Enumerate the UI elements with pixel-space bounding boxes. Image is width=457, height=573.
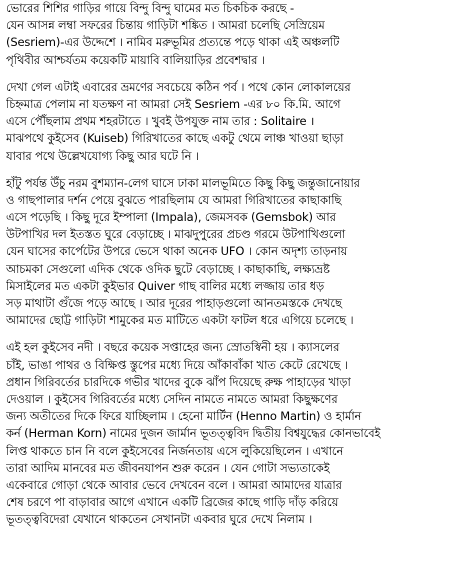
document-page — [6, 0, 455, 573]
text-line: এই হল কুইসেব নদী । বছরে কয়েক সপ্তাহের জন্য স্রোতস্বিনী হয় । ক্যাসলের — [6, 340, 340, 355]
text-line: আমাদের ছোট্ট গাড়িটা শামুকের মত মাটিতে একটা ফাটল ধরে এগিয়ে চলেছে । — [6, 313, 354, 328]
text-line: হাঁটু পর্যন্ত উঁচু নরম বুশম্যান-লেগ ঘাসে ঢাকা মালভূমিতে কিছু কিছু জন্তুজানোয়ার — [6, 175, 360, 190]
text-line: উটপাখির দল ইতস্তত ঘুরে বেড়াচ্ছে । মাঝদুপুরের প্রচণ্ড গরমে উটপাখিগুলো — [6, 227, 346, 242]
text-line: সড় মাথাটা গুঁজে পড়ে আছে । আর দূরের পাহাড়গুলো আনতমস্তকে দেখছে — [6, 296, 342, 310]
paragraph — [6, 175, 455, 330]
document-body — [6, 0, 455, 528]
text-line: লিপ্ত থাকতে চান নি বলে কুইসেবের নির্জনতায় এসে লুকিয়েছিলেন । এখানে — [6, 443, 344, 458]
text-line: ভূতত্ত্ববিদেরা যেখানে থাকতেন সেখানটা একবার ঘুরে দেখে নিলাম । — [6, 512, 313, 527]
text-line: মাঝপথে কুইসেব (Kuiseb) গিরিখাতের কাছে একটু থেমে লাঞ্চ খাওয়া ছাড়া — [6, 131, 344, 146]
text-line: জন্য অতীতের দিকে ফিরে যাচ্ছিলাম । হেনো মার্টিন (Henno Martin) ও হার্মান — [6, 409, 362, 424]
text-line: ও গাছপালার দর্শন পেয়ে বুঝতে পারছিলাম যে আমরা গিরিখাতের কাছাকাছি — [6, 192, 342, 207]
text-line: দেওয়াল । কুইসেব গিরিবর্তের মধ্যে সেদিন নামতে নামতে আমরা কিছুক্ষণের — [6, 391, 338, 406]
text-line: চিহ্নমাত্র পেলাম না যতক্ষণ না আমরা সেই Sesriem -এর ৮০ কি.মি. আগে — [6, 96, 341, 111]
text-line: প্রধান গিরিবর্তের চারদিকে গভীর খাদের বুকে ঝাঁপ দিয়েছে রুক্ষ পাহাড়ের খাড়া — [6, 374, 351, 389]
text-line: যাবার পথে উল্লেখযোগ্য কিছু আর ঘটে নি । — [6, 148, 199, 163]
text-line: যেন ঘাসের কার্পেটের উপরে ভেসে থাকা অনেক UFO । কোন অদৃশ্য তাড়নায় — [6, 244, 348, 259]
text-line: এসে পৌঁছলাম প্রথম শহরটাতে । খুবই উপযুক্ত নাম তার : Solitaire । — [6, 114, 315, 129]
text-line: শেষ চরণে পা বাড়াবার আগে এখানে একটি ব্রিজের কাছে গাড়ি দাঁড় করিয়ে — [6, 495, 339, 510]
paragraph-gap — [6, 329, 455, 339]
paragraph — [6, 0, 455, 69]
text-line: মিসাইলের মত একটা কুইভার Quiver গাছ বালির মধ্যে লজ্জায় তার ধড় — [6, 278, 325, 293]
text-line: একেবারে গোড়া থেকে আবার ভেবে দেখবেন বলে । আমরা আমাদের যাত্রার — [6, 477, 342, 492]
text-line: যেন আসন্ন লম্বা সফরের চিন্তায় গাড়িটা শঙ্কিত । আমরা চলেছি সেস্রিয়েম — [6, 18, 325, 33]
text-line: আচমকা সেগুলো এদিক থেকে ওদিক ছুটে বেড়াচ্ছে । কাছাকাছি, লক্ষ্যভ্রষ্ট — [6, 261, 330, 276]
text-line: চাঁই, ভাঙা পাথর ও বিক্ষিপ্ত স্তুপের মধ্যে দিয়ে আঁকাবাঁকা খাত কেটে রেখেছে । — [6, 357, 348, 372]
text-line: পৃথিবীর আশ্চর্যতম কয়েকটি মায়াবি বালিয়াড়ির প্রবেশদ্বার । — [6, 52, 265, 67]
text-line: এসে পড়েছি । কিছু দূরে ইম্পালা (Impala), জেমসবক (Gemsbok) আর — [6, 210, 336, 225]
text-line: (Sesriem)-এর উদ্দেশে । নামিব মরুভূমির প্রত্যন্তে পড়ে থাকা এই অঞ্চলটি — [6, 35, 340, 50]
paragraph — [6, 339, 455, 528]
paragraph-gap — [6, 69, 455, 79]
text-line: তারা আদিম মানবের মত জীবনযাপন শুরু করেন । যেন গোটা সভ্যতাকেই — [6, 460, 330, 475]
text-line: ভোরের শিশির গাড়ির গায়ে বিন্দু বিন্দু ঘামের মত চিকচিক করছে - — [6, 1, 294, 15]
paragraph — [6, 79, 455, 165]
text-line: কর্ন (Herman Korn) নামের দুজন জার্মান ভূতত্ত্ববিদ দ্বিতীয় বিশ্বযুদ্ধের কোনভাবেই — [6, 426, 381, 441]
text-line: দেখা গেল এটাই এবারের ভ্রমণের সবচেয়ে কঠিন পর্ব । পথে কোন লোকালয়ের — [6, 79, 351, 94]
paragraph-gap — [6, 165, 455, 175]
